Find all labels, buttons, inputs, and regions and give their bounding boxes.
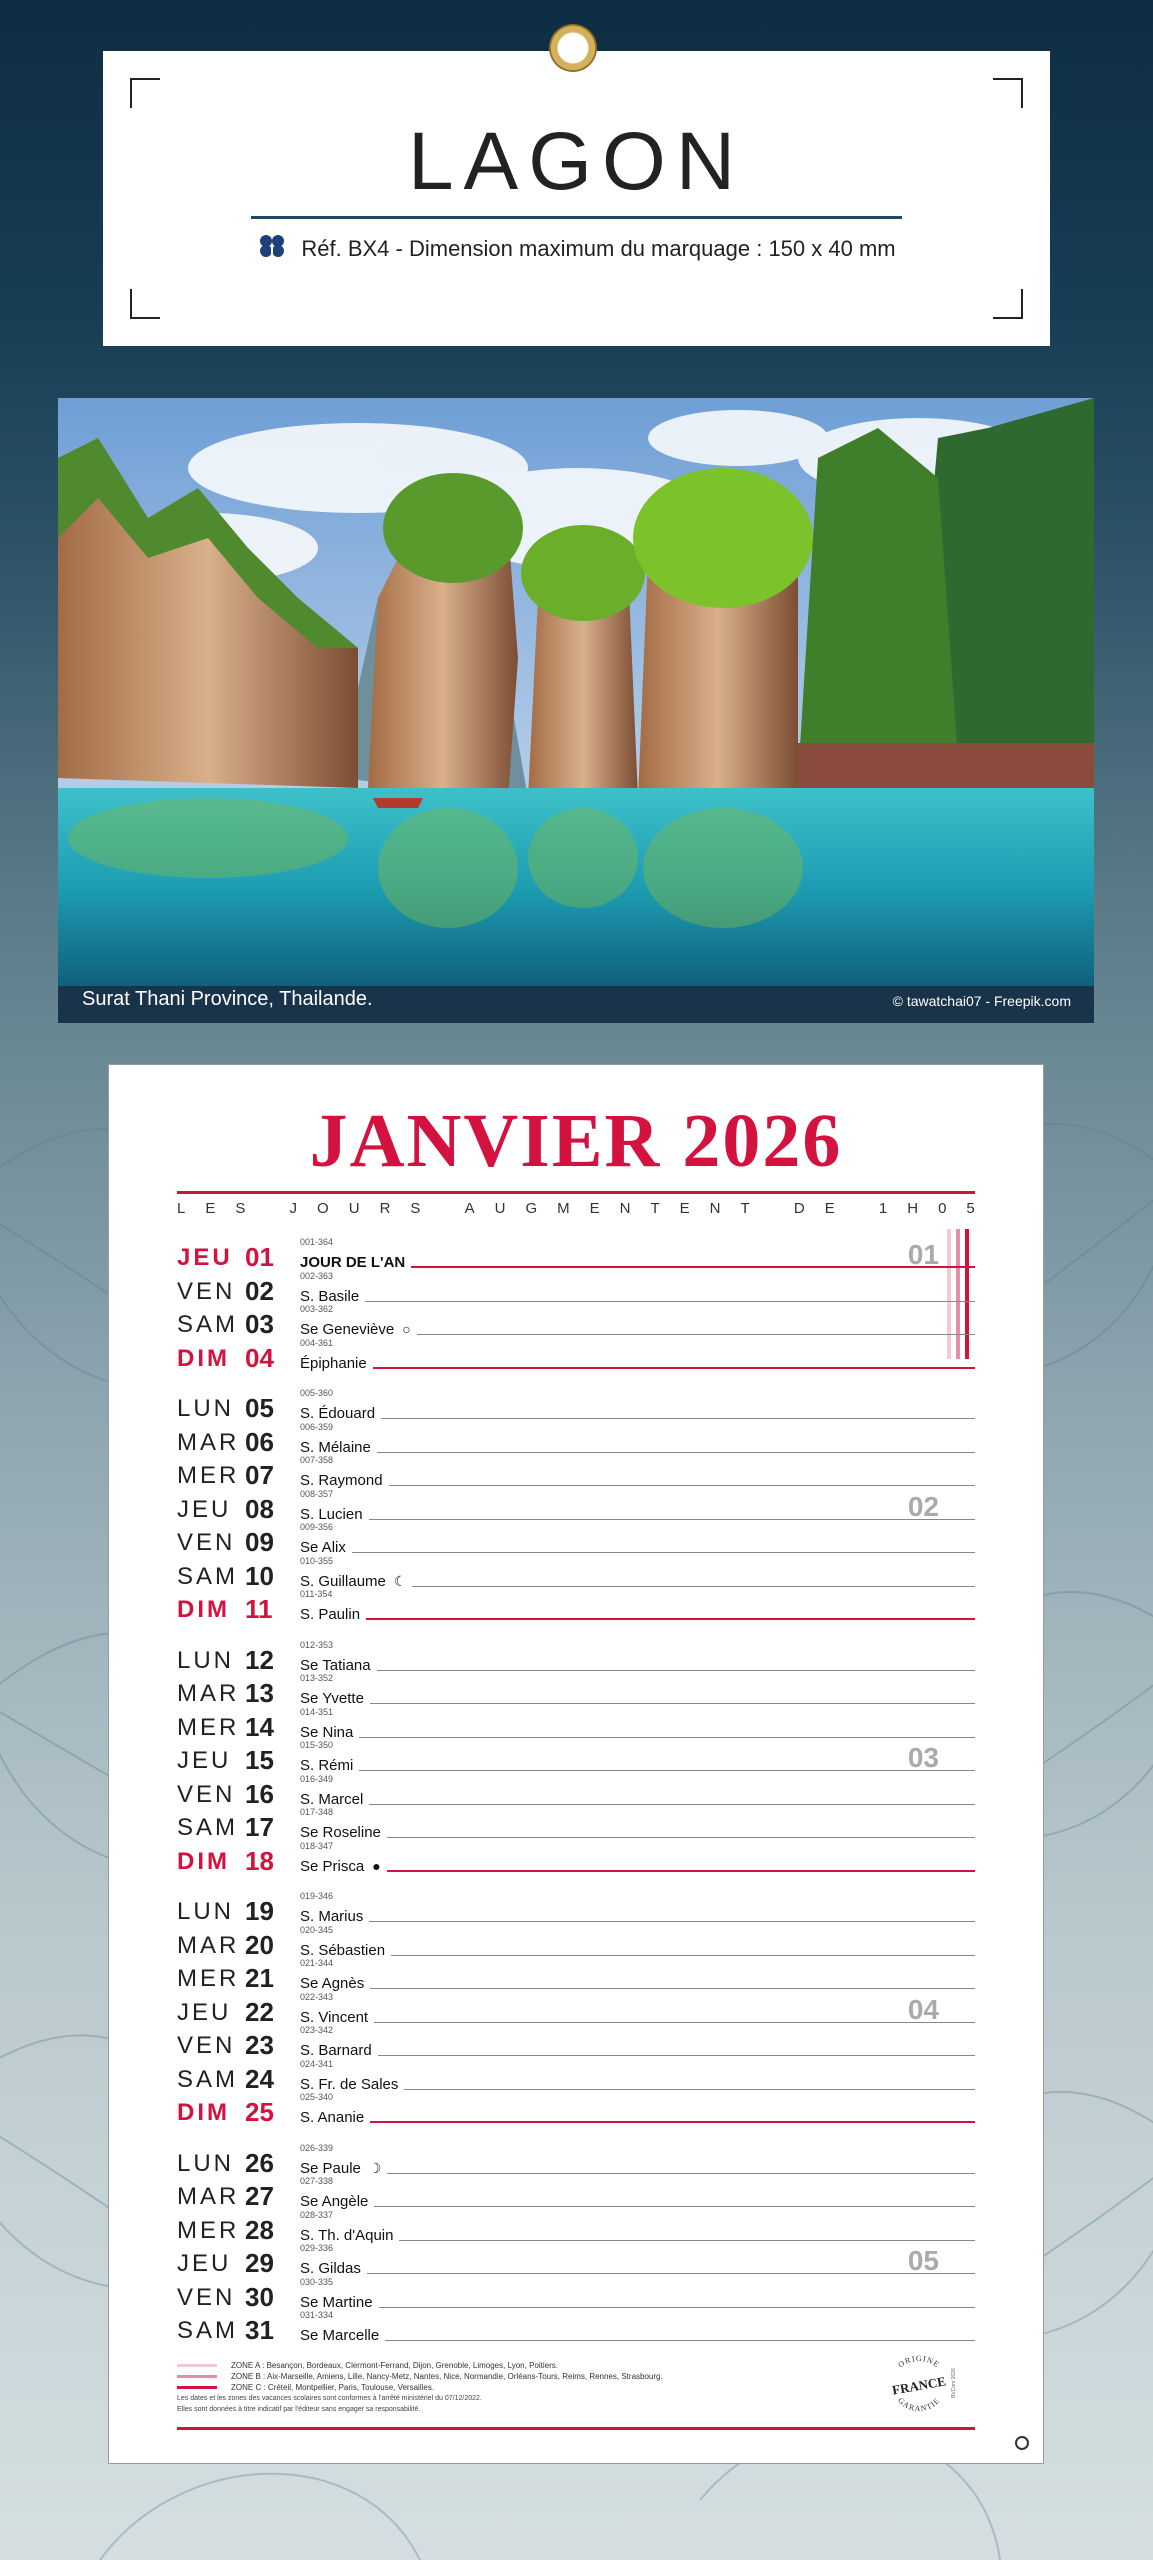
day-name: LUN [177, 1898, 235, 1925]
day-of-year-code: 014-351 [300, 1706, 334, 1717]
day-of-year-code: 025-340 [300, 2092, 334, 2102]
writing-line [300, 2240, 975, 2241]
writing-line [300, 1921, 975, 1922]
zone-a-row [177, 2360, 663, 2371]
day-of-year-code: 023-342 [300, 2025, 334, 2035]
saint-cell [300, 1540, 352, 1555]
day-of-year-code: 021-344 [300, 1958, 334, 1968]
day-number: 08 [245, 1493, 274, 1524]
saint-name: Se Yvette [300, 1690, 364, 1707]
writing-line [300, 2022, 975, 2023]
subtitle-letter: G [525, 1200, 538, 1217]
writing-line [300, 1367, 975, 1369]
day-row [177, 1993, 975, 2025]
day-number: 09 [245, 1527, 274, 1557]
reference-line [103, 233, 1050, 267]
day-row [177, 1456, 975, 1488]
writing-line [300, 1485, 975, 1486]
saint-cell [300, 2261, 367, 2276]
zone-swatch [177, 2386, 217, 2389]
day-row [177, 1238, 975, 1270]
writing-line [300, 1618, 975, 1620]
day-row [177, 1272, 975, 1304]
saint-name: S. Ananie [300, 2109, 365, 2126]
school-holiday-legend [177, 2360, 663, 2415]
day-name: MER [177, 1965, 240, 1992]
saint-name: S. Lucien [300, 1505, 363, 1523]
writing-line [300, 1418, 975, 1419]
day-of-year-code: 012-353 [300, 1639, 334, 1650]
day-row [177, 2144, 975, 2176]
svg-text:ORIGINE: ORIGINE [896, 2353, 942, 2370]
writing-line [300, 1804, 975, 1805]
day-name: MAR [177, 1680, 240, 1707]
day-of-year-code: 027-338 [300, 2176, 334, 2186]
saint-name: Se Roseline [300, 1824, 381, 1841]
day-name: MER [177, 2216, 240, 2244]
legal-note: Elles sont données à titre indicatif par l'éditeur sans engager sa responsabilité. [177, 2406, 421, 2413]
day-number: 03 [245, 1309, 274, 1339]
week-number: 01 [907, 1239, 939, 1270]
moon-phase-icon: ● [372, 1857, 381, 1874]
saint-cell [300, 2010, 374, 2025]
day-name: DIM [177, 1847, 230, 1875]
saint-cell [300, 1406, 381, 1421]
day-number: 21 [245, 1963, 274, 1993]
saint-cell [300, 2077, 404, 2092]
saint-name: JOUR DE L'AN [300, 1254, 406, 1271]
subtitle-letter: M [557, 1200, 570, 1217]
day-name: MAR [177, 1931, 240, 1959]
day-name: SAM [177, 2317, 239, 2344]
saint-cell [300, 1943, 391, 1958]
day-name: DIM [177, 1596, 230, 1623]
zone-label: ZONE B : Aix-Marseille, Amiens, Lille, Nancy-Metz, Nantes, Nice, Normandie, Orléans-Tours, Reims, Rennes, Strasbourg. [231, 2372, 663, 2381]
moon-phase-icon: ☽ [368, 2159, 382, 2176]
saint-name: Se Prisca [300, 1857, 365, 1875]
day-row [177, 1523, 975, 1555]
day-name: VEN [177, 2283, 236, 2311]
subtitle-letter: N [619, 1200, 631, 1217]
day-number: 10 [245, 1560, 274, 1591]
saint-cell [300, 2110, 370, 2125]
subtitle-letter: E [205, 1200, 216, 1217]
writing-line [300, 1519, 975, 1520]
writing-line [300, 2206, 975, 2207]
saint-name: S. Mélaine [300, 1438, 371, 1456]
subtitle-letter [855, 1200, 859, 1217]
photo-credit: © tawatchai07 - Freepik.com [892, 993, 1071, 1009]
svg-text:BVCom 2026: BVCom 2026 [951, 2368, 957, 2398]
moon-phase-icon: ○ [402, 1321, 411, 1337]
day-of-year-code: 016-349 [300, 1773, 334, 1784]
eyelet-hole [1015, 2436, 1029, 2450]
zone-b-row [177, 2371, 663, 2382]
day-number: 15 [245, 1745, 274, 1775]
day-of-year-code: 008-357 [300, 1488, 334, 1499]
week-number: 04 [907, 1993, 939, 2025]
day-name: SAM [177, 1562, 239, 1590]
title-divider [177, 1191, 975, 1194]
saint-cell [300, 1658, 377, 1673]
saint-cell [300, 1356, 373, 1371]
saint-name: Épiphanie [300, 1354, 367, 1372]
day-name: SAM [177, 2065, 239, 2093]
header-card [103, 51, 1050, 346]
saint-name: Se Marcelle [300, 2327, 380, 2344]
day-name: LUN [177, 2149, 235, 2177]
day-name: LUN [177, 1395, 235, 1422]
saint-cell [300, 1691, 370, 1706]
day-number: 28 [245, 2214, 274, 2245]
svg-text:GARANTIE: GARANTIE [896, 2395, 942, 2413]
day-name: MAR [177, 2183, 240, 2210]
day-name: JEU [177, 1998, 232, 2026]
day-of-year-code: 024-341 [300, 2058, 334, 2069]
day-number: 30 [245, 2281, 274, 2312]
day-name: VEN [177, 1780, 236, 1808]
day-name: DIM [177, 1344, 230, 1372]
day-number: 17 [245, 1812, 274, 1842]
saint-cell [300, 1473, 389, 1488]
day-of-year-code: 031-334 [300, 2310, 334, 2320]
subtitle-letter [770, 1200, 774, 1217]
day-number: 04 [245, 1342, 274, 1373]
saint-cell [300, 2295, 379, 2310]
header-divider [251, 216, 902, 219]
day-name: MER [177, 1713, 240, 1741]
subtitle-letter [440, 1200, 444, 1217]
day-row [177, 1926, 975, 1958]
day-row [177, 2244, 975, 2276]
day-number: 07 [245, 1460, 274, 1490]
day-of-year-code: 003-362 [300, 1304, 334, 1314]
subtitle-letter: L [177, 1200, 186, 1217]
day-number: 11 [245, 1594, 273, 1624]
day-name: JEU [177, 1244, 233, 1271]
day-of-year-code: 028-337 [300, 2209, 334, 2220]
day-of-year-code: 002-363 [300, 1270, 334, 1281]
zone-c-row [177, 2382, 663, 2393]
writing-line [300, 1870, 975, 1872]
saint-cell [300, 1607, 366, 1622]
day-row [177, 1808, 975, 1840]
day-number: 25 [245, 2097, 274, 2127]
saint-cell [300, 1825, 387, 1840]
daylight-subtitle [177, 1200, 975, 1217]
saint-cell [300, 1909, 369, 1924]
saint-name: Se Geneviève [300, 1321, 395, 1338]
day-number: 20 [245, 1929, 274, 1960]
saint-cell [300, 1255, 411, 1270]
saint-name: S. Th. d'Aquin [300, 2226, 394, 2244]
subtitle-letter: A [464, 1200, 475, 1217]
crop-mark [130, 78, 160, 108]
day-of-year-code: 018-347 [300, 1840, 334, 1851]
subtitle-letter: 5 [966, 1200, 975, 1217]
day-number: 14 [245, 1711, 274, 1742]
day-number: 06 [245, 1426, 274, 1457]
day-of-year-code: 022-343 [300, 1991, 334, 2002]
saint-cell [300, 1725, 359, 1740]
day-number: 02 [245, 1275, 274, 1306]
day-number: 01 [245, 1242, 274, 1272]
legal-note: Les dates et les zones des vacances scolaires sont conformes à l'arrêté ministériel du 07/12/2022. [177, 2395, 482, 2402]
day-of-year-code: 030-335 [300, 2276, 334, 2287]
day-number: 16 [245, 1778, 274, 1809]
zone-label: ZONE C : Créteil, Montpellier, Paris, Toulouse, Versailles. [231, 2383, 435, 2392]
day-name: MER [177, 1462, 240, 1489]
day-number: 31 [245, 2315, 274, 2345]
day-name: LUN [177, 1646, 235, 1674]
day-name: VEN [177, 2032, 236, 2059]
day-name: MAR [177, 1428, 240, 1456]
saint-cell [300, 2194, 374, 2209]
zone-swatch [177, 2375, 217, 2378]
day-number: 13 [245, 1678, 274, 1708]
subtitle-letter [265, 1200, 269, 1217]
day-of-year-code: 020-345 [300, 1924, 334, 1935]
moon-phase-icon: ☾ [393, 1572, 407, 1589]
subtitle-letter: R [379, 1200, 391, 1217]
subtitle-letter: J [289, 1200, 298, 1217]
subtitle-letter: S [235, 1200, 246, 1217]
subtitle-letter: D [793, 1200, 805, 1217]
day-row [177, 2026, 975, 2058]
day-of-year-code: 007-358 [300, 1455, 334, 1465]
day-of-year-code: 019-346 [300, 1891, 334, 1901]
day-row [177, 1674, 975, 1706]
day-number: 23 [245, 2030, 274, 2060]
day-name: SAM [177, 1814, 239, 1841]
photo-caption: Surat Thani Province, Thailande. [82, 988, 373, 1010]
writing-line [300, 2055, 975, 2056]
product-title: LAGON [407, 116, 746, 207]
saint-cell [300, 1322, 417, 1337]
saint-cell [300, 2043, 378, 2058]
day-number: 22 [245, 1996, 274, 2027]
day-name: JEU [177, 1495, 232, 1523]
subtitle-letter: E [589, 1200, 600, 1217]
day-of-year-code: 009-356 [300, 1522, 334, 1532]
day-row [177, 1590, 975, 1622]
day-row [177, 1775, 975, 1807]
saint-name: S. Guillaume [300, 1572, 386, 1590]
saint-name: S. Paulin [300, 1606, 361, 1623]
day-row [177, 1959, 975, 1991]
origine-france-seal [879, 2353, 959, 2413]
subtitle-letter: U [348, 1200, 360, 1217]
saint-cell [300, 1289, 365, 1304]
saint-cell [300, 1440, 377, 1455]
saint-cell [300, 2328, 385, 2343]
saint-name: Se Agnès [300, 1975, 365, 1992]
day-number: 05 [245, 1393, 274, 1423]
zone-label: ZONE A : Besançon, Bordeaux, Clermont-Ferrand, Dijon, Grenoble, Limoges, Lyon, Poitiers. [231, 2361, 558, 2370]
day-number: 18 [245, 1845, 274, 1876]
saint-name: Se Paule [300, 2159, 361, 2177]
writing-line [300, 1703, 975, 1704]
writing-line [300, 1737, 975, 1738]
saint-name: Se Tatiana [300, 1656, 371, 1674]
subtitle-letter: E [679, 1200, 690, 1217]
day-row [177, 2060, 975, 2092]
crop-mark [993, 289, 1023, 319]
day-name: JEU [177, 1747, 232, 1774]
saint-name: S. Marcel [300, 1790, 364, 1808]
saint-name: S. Barnard [300, 2042, 372, 2059]
writing-line [300, 1452, 975, 1453]
day-row [177, 1741, 975, 1773]
day-row [177, 2311, 975, 2343]
saint-name: S. Gildas [300, 2260, 361, 2277]
day-name: VEN [177, 1277, 236, 1305]
day-row [177, 1423, 975, 1455]
day-of-year-code: 029-336 [300, 2243, 334, 2253]
saint-cell [300, 2161, 387, 2176]
day-row [177, 2278, 975, 2310]
day-of-year-code: 015-350 [300, 1740, 334, 1750]
saint-name: S. Raymond [300, 1472, 383, 1489]
day-of-year-code: 006-359 [300, 1421, 334, 1432]
writing-line [300, 2340, 975, 2341]
day-row [177, 1892, 975, 1924]
day-row [177, 1490, 975, 1522]
saint-cell [300, 2228, 399, 2243]
day-number: 27 [245, 2181, 274, 2211]
saint-name: S. Vincent [300, 2008, 369, 2026]
week-number: 02 [907, 1490, 939, 1522]
week-number: 03 [907, 1742, 939, 1773]
writing-line [300, 1955, 975, 1956]
subtitle-letter: E [824, 1200, 835, 1217]
reference-text: Réf. BX4 - Dimension maximum du marquage : 150 x 40 mm [301, 235, 896, 261]
bottom-divider [177, 2427, 975, 2430]
day-name: DIM [177, 2099, 230, 2126]
day-row [177, 1708, 975, 1740]
zone-swatch [177, 2364, 217, 2367]
day-of-year-code: 001-364 [300, 1237, 334, 1247]
saint-name: S. Marius [300, 1908, 364, 1925]
hanger-ring [549, 24, 597, 72]
subtitle-letter: T [740, 1200, 750, 1217]
subtitle-letter: T [650, 1200, 660, 1217]
saint-cell [300, 1574, 412, 1589]
writing-line [300, 1988, 975, 1989]
saint-cell [300, 1976, 370, 1991]
saint-name: S. Fr. de Sales [300, 2075, 399, 2093]
saint-name: S. Rémi [300, 1757, 354, 1774]
day-of-year-code: 005-360 [300, 1388, 334, 1398]
day-row [177, 2211, 975, 2243]
subtitle-letter: S [410, 1200, 421, 1217]
writing-line [300, 1552, 975, 1553]
saint-name: Se Angèle [300, 2193, 369, 2210]
day-name: SAM [177, 1311, 239, 1338]
writing-line [300, 2121, 975, 2123]
writing-line [300, 2273, 975, 2274]
calendar-card [109, 1065, 1043, 2463]
svg-text:FRANCE: FRANCE [890, 2373, 947, 2398]
saint-cell [300, 1758, 359, 1773]
saint-cell [300, 1792, 369, 1807]
subtitle-letter: H [907, 1200, 919, 1217]
crop-mark [130, 289, 160, 319]
day-number: 26 [245, 2147, 274, 2178]
day-of-year-code: 011-354 [300, 1589, 333, 1599]
week-number: 05 [907, 2245, 939, 2276]
writing-line [300, 1770, 975, 1771]
writing-line [300, 1301, 975, 1302]
day-row [177, 1641, 975, 1673]
day-number: 12 [245, 1644, 274, 1675]
saint-name: S. Basile [300, 1287, 360, 1305]
day-number: 29 [245, 2248, 274, 2278]
day-of-year-code: 010-355 [300, 1555, 334, 1566]
day-row [177, 1305, 975, 1337]
day-name: VEN [177, 1529, 236, 1556]
day-row [177, 2177, 975, 2209]
saint-name: Se Alix [300, 1539, 346, 1556]
day-row [177, 1389, 975, 1421]
day-row [177, 1842, 975, 1874]
day-row [177, 1557, 975, 1589]
clover-icon [257, 233, 287, 267]
writing-line [300, 1670, 975, 1671]
landscape-photo [58, 398, 1094, 1023]
saint-cell [300, 1859, 387, 1874]
writing-line [300, 2173, 975, 2174]
day-of-year-code: 026-339 [300, 2142, 334, 2153]
saint-name: Se Nina [300, 1723, 354, 1741]
day-number: 19 [245, 1896, 274, 1926]
subtitle-letter: 1 [878, 1200, 888, 1217]
crop-mark [993, 78, 1023, 108]
subtitle-letter: 0 [938, 1200, 947, 1217]
day-of-year-code: 004-361 [300, 1337, 334, 1348]
writing-line [300, 1837, 975, 1838]
day-row [177, 2093, 975, 2125]
day-row [177, 1339, 975, 1371]
day-of-year-code: 013-352 [300, 1673, 334, 1683]
saint-cell [300, 1507, 369, 1522]
subtitle-letter: O [317, 1200, 329, 1217]
saint-name: S. Sébastien [300, 1941, 386, 1959]
month-title: JANVIER 2026 [309, 1099, 843, 1183]
subtitle-letter: U [494, 1200, 506, 1217]
subtitle-letter: N [709, 1200, 721, 1217]
saint-name: S. Édouard [300, 1405, 376, 1422]
day-name: JEU [177, 2250, 232, 2277]
writing-line [300, 2307, 975, 2308]
day-number: 24 [245, 2063, 274, 2094]
saint-name: Se Martine [300, 2293, 373, 2311]
day-of-year-code: 017-348 [300, 1807, 334, 1817]
